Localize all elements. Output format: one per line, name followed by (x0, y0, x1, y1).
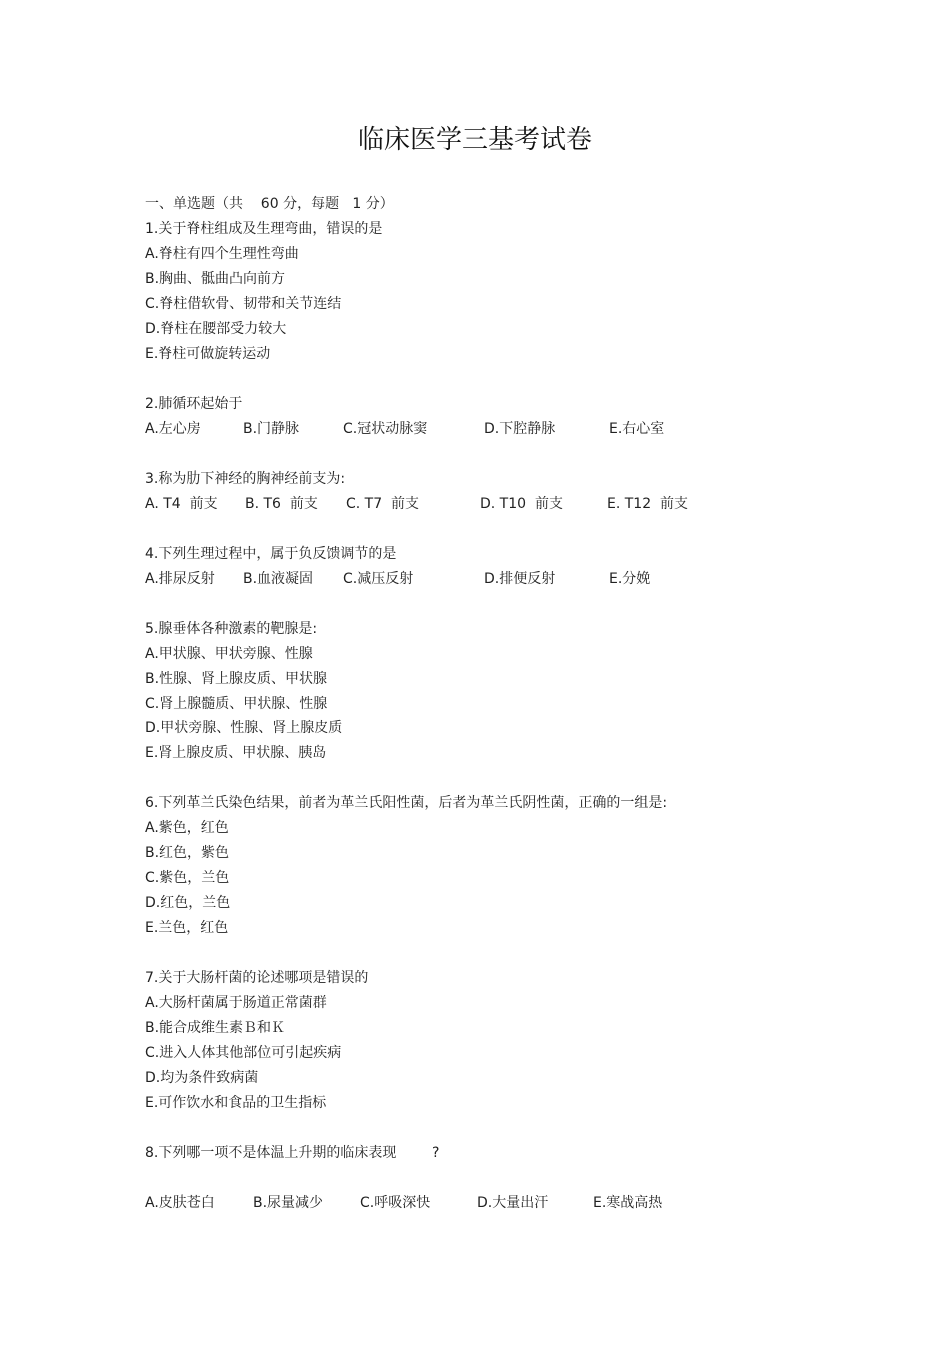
question-6-option-b: B.红色，紫色 (145, 845, 230, 861)
page-title: 临床医学三基考试卷 (357, 125, 592, 155)
question-5-option-e: E.肾上腺皮质、甲状腺、胰岛 (145, 745, 327, 761)
question-6-option-e: E.兰色，红色 (145, 920, 229, 936)
question-6-option-c: C.紫色，兰色 (145, 870, 230, 886)
question-5-option-d: D.甲状旁腺、性腺、肾上腺皮质 (145, 720, 343, 736)
question-7-option-a: A.大肠杆菌属于肠道正常菌群 (145, 995, 327, 1011)
question-7-stem: 7.关于大肠杆菌的论述哪项是错误的 (145, 970, 369, 986)
question-4-stem: 4.下列生理过程中，属于负反馈调节的是 (145, 546, 397, 562)
question-8-option-e: E.寒战高热 (593, 1195, 663, 1211)
question-6-option-d: D.红色，兰色 (145, 895, 231, 911)
question-4-option-a: A.排尿反射 (145, 571, 215, 587)
question-7-option-c: C.进入人体其他部位可引起疾病 (145, 1045, 342, 1061)
question-3-stem: 3.称为肋下神经的胸神经前支为: (145, 471, 346, 487)
question-3-option-b: B. T6 前支 (245, 496, 318, 512)
question-4-option-e: E.分娩 (609, 571, 651, 587)
question-4-option-b: B.血液凝固 (243, 571, 314, 587)
question-2-option-d: D.下腔静脉 (484, 421, 556, 437)
question-8-option-c: C.呼吸深快 (360, 1195, 431, 1211)
question-8-stem: 8.下列哪一项不是体温上升期的临床表现 ? (145, 1145, 440, 1161)
question-2-option-b: B.门静脉 (243, 421, 300, 437)
question-7-option-b: B.能合成维生素Ｂ和Ｋ (145, 1020, 286, 1036)
question-5-option-b: B.性腺、肾上腺皮质、甲状腺 (145, 671, 328, 687)
question-8-option-d: D.大量出汗 (477, 1195, 549, 1211)
question-8-option-b: B.尿量减少 (253, 1195, 324, 1211)
question-8-option-a: A.皮肤苍白 (145, 1195, 215, 1211)
question-2-option-e: E.右心室 (609, 421, 665, 437)
question-3-option-a: A. T4 前支 (145, 496, 218, 512)
question-7-option-e: E.可作饮水和食品的卫生指标 (145, 1095, 327, 1111)
question-7-option-d: D.均为条件致病菌 (145, 1070, 259, 1086)
question-6-option-a: A.紫色，红色 (145, 820, 229, 836)
question-5-stem: 5.腺垂体各种激素的靶腺是: (145, 621, 318, 637)
question-1-option-c: C.脊柱借软骨、韧带和关节连结 (145, 296, 342, 312)
section-header: 一、单选题（共 60 分，每题 1 分） (145, 196, 394, 212)
question-6-stem: 6.下列革兰氏染色结果，前者为革兰氏阳性菌，后者为革兰氏阴性菌，正确的一组是: (145, 795, 668, 811)
question-4-option-d: D.排便反射 (484, 571, 556, 587)
question-2-stem: 2.肺循环起始于 (145, 396, 243, 412)
question-4-option-c: C.减压反射 (343, 571, 414, 587)
question-5-option-a: A.甲状腺、甲状旁腺、性腺 (145, 646, 313, 662)
question-5-option-c: C.肾上腺髓质、甲状腺、性腺 (145, 696, 328, 712)
question-2-option-a: A.左心房 (145, 421, 201, 437)
question-1-option-b: B.胸曲、骶曲凸向前方 (145, 271, 286, 287)
question-1-stem: 1.关于脊柱组成及生理弯曲，错误的是 (145, 221, 383, 237)
question-2-option-c: C.冠状动脉窦 (343, 421, 428, 437)
question-3-option-d: D. T10 前支 (480, 496, 563, 512)
question-1-option-d: D.脊柱在腰部受力较大 (145, 321, 287, 337)
question-1-option-a: A.脊柱有四个生理性弯曲 (145, 246, 299, 262)
question-3-option-e: E. T12 前支 (607, 496, 689, 512)
question-1-option-e: E.脊柱可做旋转运动 (145, 346, 271, 362)
question-3-option-c: C. T7 前支 (346, 496, 420, 512)
